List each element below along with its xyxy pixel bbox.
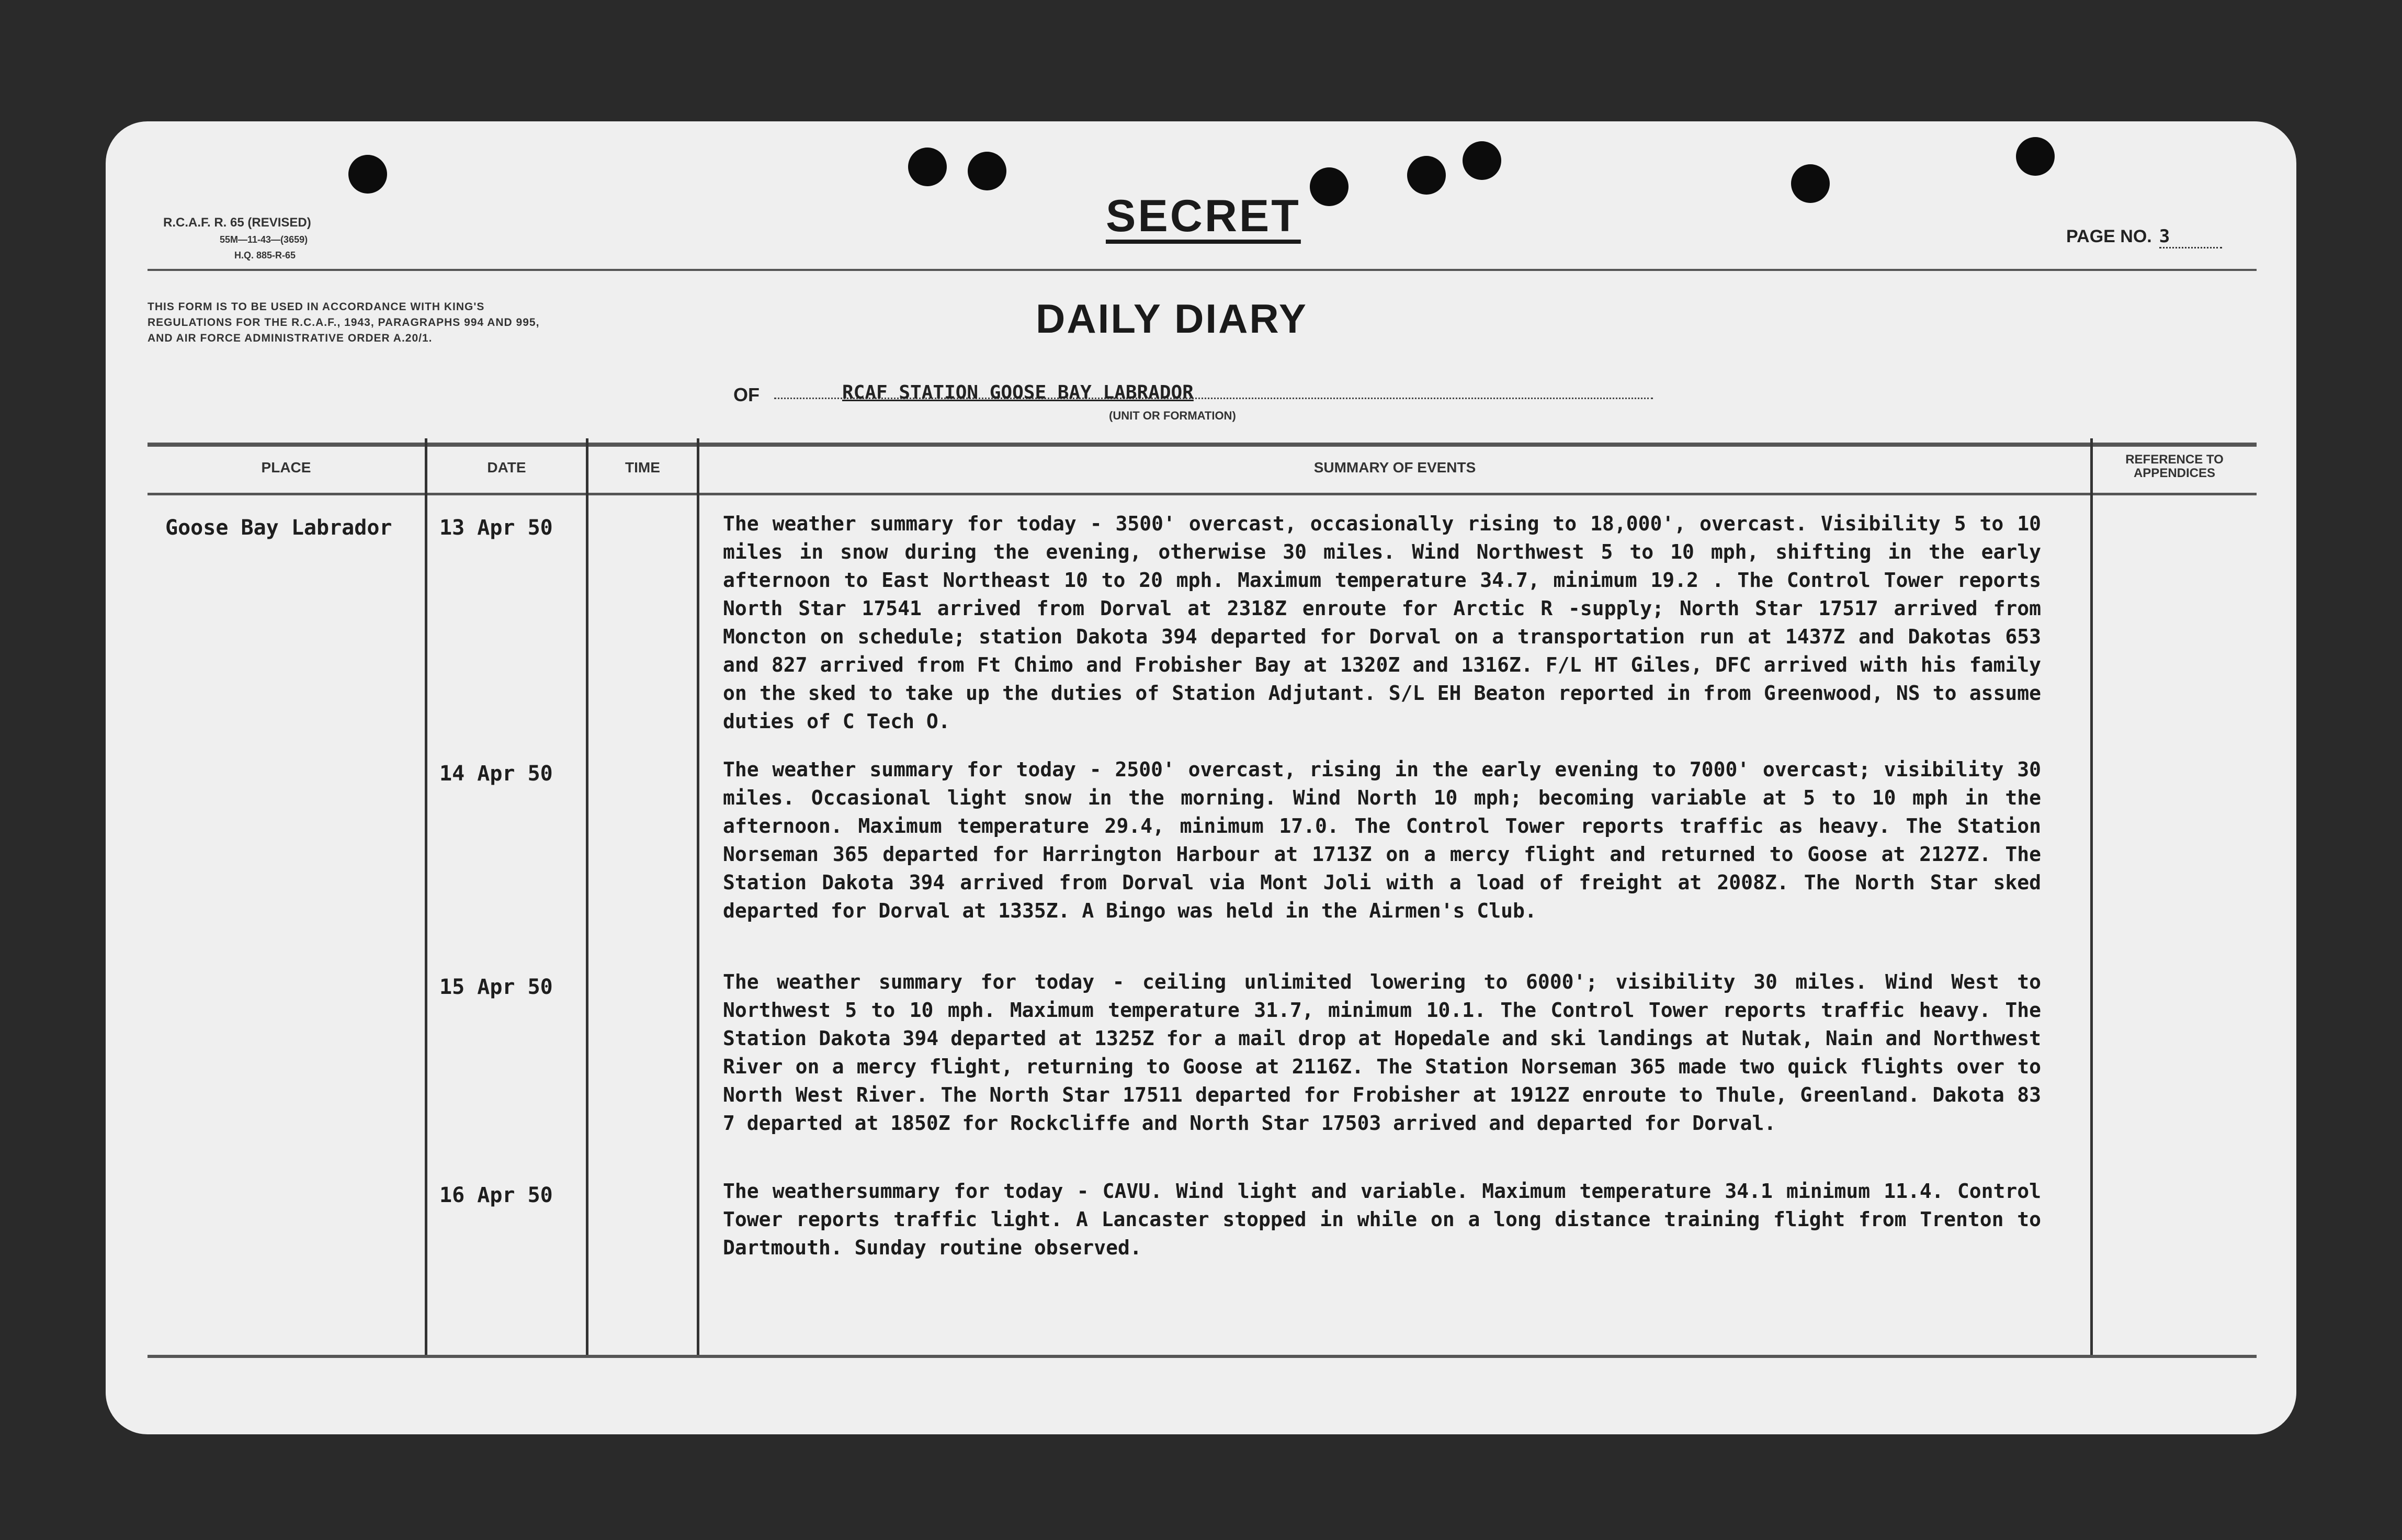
column-header-reference: REFERENCE TO APPENDICES bbox=[2125, 452, 2224, 480]
table-top-rule bbox=[148, 443, 2257, 447]
punch-hole bbox=[1791, 164, 1830, 203]
punch-hole bbox=[1463, 141, 1501, 180]
form-reference-hq: H.Q. 885-R-65 bbox=[234, 250, 296, 261]
page-number bbox=[2066, 226, 2222, 248]
punch-hole bbox=[908, 148, 947, 186]
header-rule bbox=[148, 269, 2257, 271]
unit-name: RCAF STATION GOOSE BAY LABRADOR bbox=[842, 382, 1194, 403]
entry-date: 13 Apr 50 bbox=[439, 516, 553, 540]
place-cell: Goose Bay Labrador bbox=[165, 516, 392, 540]
entry-summary: The weather summary for today - 2500' overcast, rising in the early evening to 7000' overcast; visibility 30 miles. Occasional light snow in the morning. Wind North 10 mph; becoming variable at 5 to 10 mph in the afternoon. Maximum temperature 29.4, minimum 17.0. The Control Tower reports traffic as heavy. The Station Norseman 365 departed for Harrington Harbour at 1713Z on a mercy flight and returned to Goose at 2127Z. The Station Dakota 394 arrived from Dorval via Mont Joli with a load of freight at 2008Z. The North Star sked departed for Dorval at 1335Z. A Bingo was held in the Airmen's Club. bbox=[723, 758, 2041, 922]
entry-summary: The weather summary for today - 3500' overcast, occasionally rising to 18,000', overcast. Visibility 5 to 10 miles in snow during the evening, otherwise 30 miles. Wind Northwest 5 to 10 mph, shifting in the early afternoon to East Northeast 10 to 20 mph. Maximum temperature 34.7, minimum 19.2 . The Control Tower reports North Star 17541 arrived from Dorval at 2318Z enroute for Arctic R -supply; North Star 17517 arrived from Moncton on schedule; station Dakota 394 departed for Dorval on a transportation run at 1437Z and Dakotas 653 and 827 arrived from Ft Chimo and Frobisher Bay at 1320Z and 1316Z. F/L HT Giles, DFC arrived with his family on the sked to take up the duties of Station Adjutant. S/L EH Beaton reported in from Greenwood, NS to assume duties of C Tech O. bbox=[723, 512, 2041, 733]
page-number-label: PAGE NO. bbox=[2066, 227, 2152, 246]
form-reference-print: 55M—11-43—(3659) bbox=[220, 234, 308, 245]
table-bottom-rule bbox=[148, 1355, 2257, 1358]
punch-hole bbox=[968, 152, 1006, 190]
punch-hole bbox=[1407, 156, 1446, 195]
column-divider bbox=[697, 438, 699, 1355]
table-header-rule bbox=[148, 493, 2257, 495]
unit-prefix: OF bbox=[733, 384, 760, 405]
entry-summary: The weathersummary for today - CAVU. Wind light and variable. Maximum temperature 34.1 minimum 11.4. Control Tower reports traffic light. A Lancaster stopped in while on a long distance training flight from Trenton to Dartmouth. Sunday routine observed. bbox=[723, 1180, 2041, 1259]
page-number-value: 3 bbox=[2159, 226, 2222, 248]
unit-caption: (UNIT OR FORMATION) bbox=[1109, 409, 1236, 422]
entry-date: 14 Apr 50 bbox=[439, 762, 553, 786]
punch-hole bbox=[348, 155, 387, 194]
entry-date: 16 Apr 50 bbox=[439, 1183, 553, 1207]
punch-hole bbox=[2016, 137, 2055, 176]
column-header-summary: SUMMARY OF EVENTS bbox=[1313, 459, 1476, 475]
column-header-place: PLACE bbox=[261, 459, 311, 475]
entry-date: 15 Apr 50 bbox=[439, 975, 553, 999]
regulation-notice: THIS FORM IS TO BE USED IN ACCORDANCE WITH KING'S REGULATIONS FOR THE R.C.A.F., 1943, PARAGRAPHS 994 AND 995, AND AIR FORCE ADMINISTRATIVE ORDER A.20/1. bbox=[148, 301, 540, 344]
punch-hole bbox=[1310, 167, 1349, 206]
column-header-time: TIME bbox=[625, 459, 660, 475]
entry-summary: The weather summary for today - ceiling unlimited lowering to 6000'; visibility 30 miles. Wind West to Northwest 5 to 10 mph. Maximum temperature 31.7, minimum 10.1. The Control Tower reports traffic heavy. The Station Dakota 394 departed at 1325Z for a mail drop at Hopedale and ski landings at Nutak, Nain and Northwest River on a mercy flight, returning to Goose at 2116Z. The Station Norseman 365 made two quick flights over to North West River. The North Star 17511 departed for Frobisher at 1912Z enroute to Thule, Greenland. Dakota 83 7 departed at 1850Z for Rockcliffe and North Star 17503 arrived and departed for Dorval. bbox=[723, 970, 2041, 1135]
column-header-date: DATE bbox=[487, 459, 526, 475]
column-divider bbox=[586, 438, 588, 1355]
page-title: DAILY DIARY bbox=[1036, 296, 1308, 342]
security-classification: SECRET bbox=[1106, 191, 1301, 241]
column-divider bbox=[2090, 438, 2093, 1355]
column-divider bbox=[425, 438, 427, 1355]
form-reference: R.C.A.F. R. 65 (REVISED) bbox=[163, 216, 311, 230]
